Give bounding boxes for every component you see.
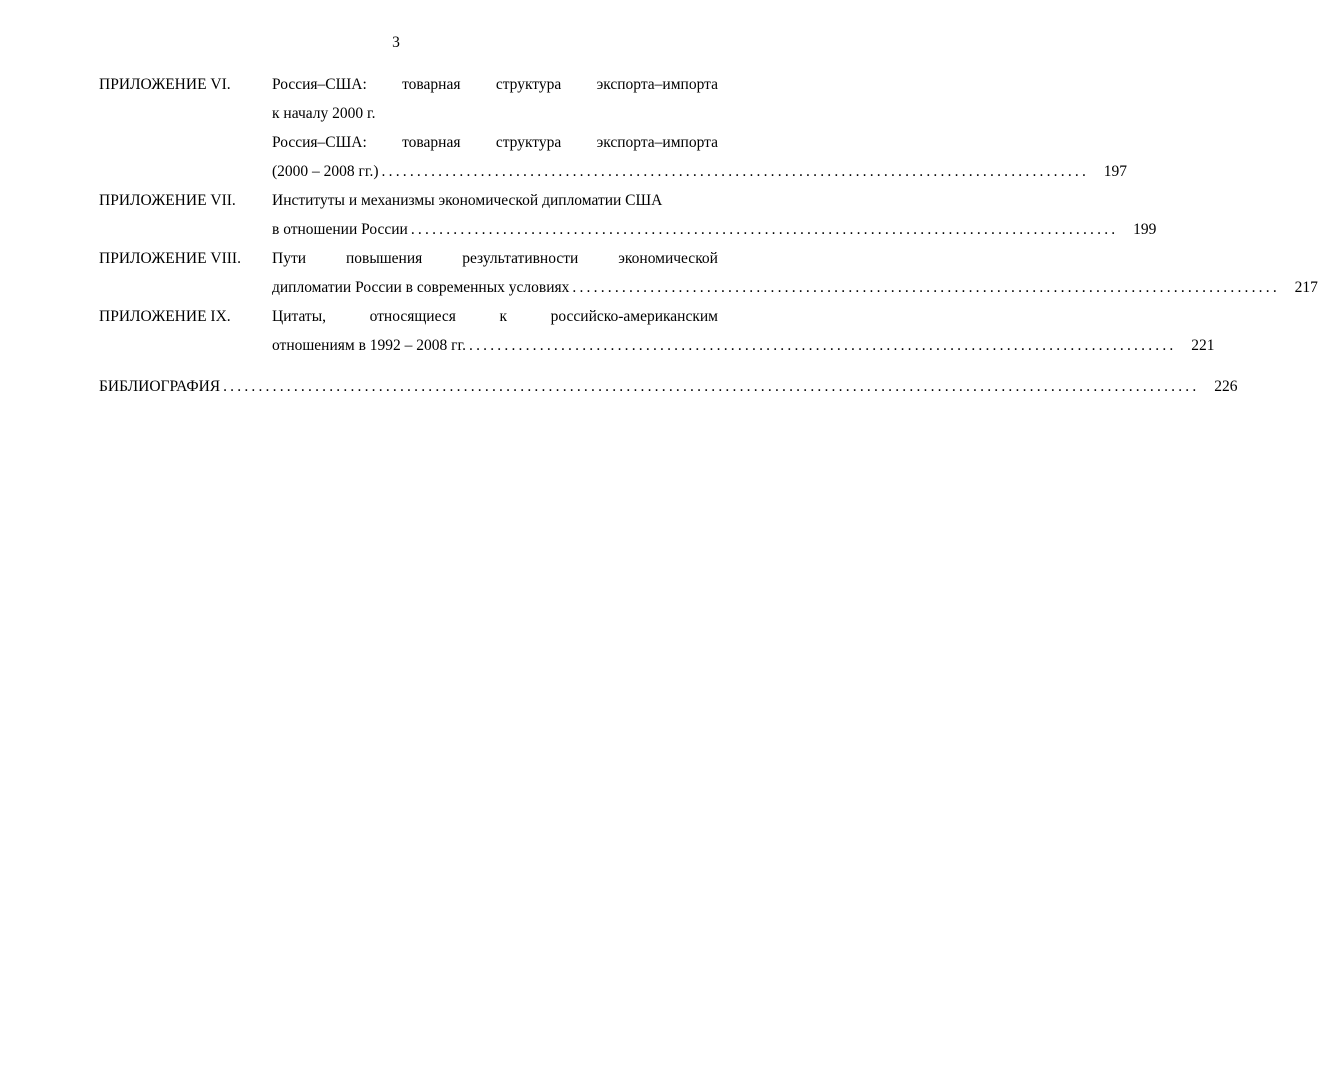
page-number: 3	[392, 34, 400, 51]
dot-leader: ....................................................................................................	[469, 337, 1177, 354]
toc-entry-text: в отношении России	[272, 221, 408, 238]
toc-entry-label: ПРИЛОЖЕНИЕ VIII.	[99, 250, 241, 267]
toc-page-number: 199	[1133, 221, 1157, 238]
toc-page-number: 226	[1214, 378, 1238, 395]
toc-line	[272, 186, 759, 215]
toc-entry-text: дипломатии России в современных условиях	[272, 279, 570, 296]
dot-leader: ..........................................................................................................................................	[223, 378, 1200, 395]
toc-line-with-leader	[272, 157, 1128, 186]
toc-entry-text: отношениям в 1992 – 2008 гг.	[272, 337, 466, 354]
toc-word: экспорта–импорта	[596, 76, 718, 93]
toc-entry-appendix-6	[99, 70, 1128, 186]
toc-word: результативности	[462, 250, 579, 267]
toc-line-with-leader	[272, 273, 1318, 302]
toc-line	[272, 70, 718, 99]
toc-word: товарная	[402, 76, 461, 93]
toc-entry-text: к началу 2000 г.	[272, 105, 376, 122]
toc-word: экономической	[618, 250, 718, 267]
toc-entry-label: ПРИЛОЖЕНИЕ VI.	[99, 76, 231, 93]
toc-word: Россия–США:	[272, 134, 367, 151]
toc-word: экспорта–импорта	[596, 134, 718, 151]
toc-line-with-leader	[272, 331, 1215, 360]
toc-word: Россия–США:	[272, 76, 367, 93]
toc-word: к	[499, 308, 508, 325]
dot-leader: ....................................................................................................	[381, 163, 1090, 180]
toc-entry-body	[272, 70, 1128, 186]
toc-word: товарная	[402, 134, 461, 151]
toc-page-number: 197	[1103, 163, 1128, 180]
toc-word: Цитаты,	[272, 308, 326, 325]
toc-word: структура	[495, 134, 562, 151]
dot-leader: ....................................................................................................	[410, 221, 1119, 238]
toc-entry-label: ПРИЛОЖЕНИЕ VII.	[99, 192, 236, 209]
toc-line	[272, 302, 718, 331]
toc-line	[272, 128, 718, 157]
toc-entry-body	[272, 302, 1215, 360]
toc-entry-text: Институты и механизмы экономической дипломатии США	[272, 192, 663, 209]
toc-entry-appendix-7	[99, 186, 1157, 244]
toc-word: структура	[495, 76, 562, 93]
toc-page-number: 221	[1191, 337, 1215, 354]
toc-entry-appendix-9	[99, 302, 1215, 360]
toc-word: повышения	[345, 250, 423, 267]
dot-leader: ....................................................................................................	[572, 279, 1280, 296]
toc-entry-label: ПРИЛОЖЕНИЕ IX.	[99, 308, 231, 325]
toc-entry-label: БИБЛИОГРАФИЯ	[99, 378, 221, 395]
toc-line-with-leader	[272, 215, 1157, 244]
toc-word: относящиеся	[369, 308, 456, 325]
toc-entry-body	[272, 186, 1157, 244]
toc-page-number: 217	[1294, 279, 1318, 296]
toc-line	[272, 244, 718, 273]
toc-entry-body	[272, 244, 1318, 302]
toc-entry-text: (2000 – 2008 гг.)	[272, 163, 379, 180]
table-of-contents	[99, 70, 1318, 401]
toc-entry-appendix-8	[99, 244, 1318, 302]
toc-line	[272, 99, 759, 128]
toc-word: российско-американским	[550, 308, 718, 325]
toc-entry-bibliography	[99, 372, 1238, 401]
toc-word: Пути	[272, 250, 307, 267]
